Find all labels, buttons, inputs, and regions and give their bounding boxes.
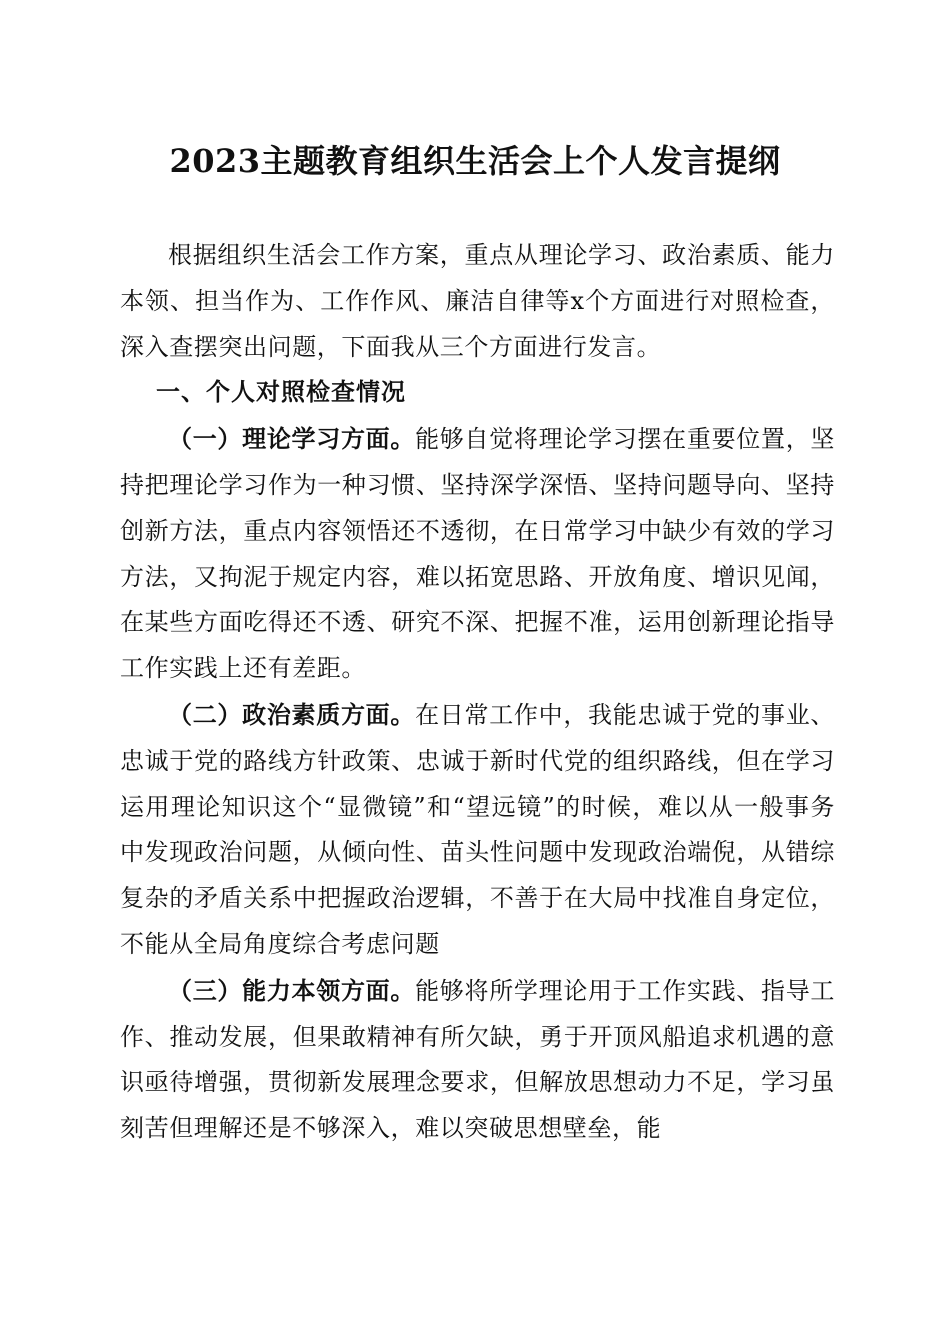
paragraph-text: 能够自觉将理论学习摆在重要位置，坚持把理论学习作为一种习惯、坚持深学深悟、坚持问题导向、坚持创新方法，重点内容领悟还不透彻，在日常学习中缺少有效的学习方法，又拘泥于规定内容，难以拓宽思路、开放角度、增识见闻，在某些方面吃得还不透、研究不深、把握不准，运用创新理论指导工作实践上还有差距。 — [120, 425, 835, 683]
paragraph-political-quality — [120, 692, 835, 968]
paragraph-ability — [120, 968, 835, 1152]
paragraph-text: 在日常工作中，我能忠诚于党的事业、忠诚于党的路线方针政策、忠诚于新时代党的组织路线，但在学习运用理论知识这个“显微镜”和“望远镜”的时候，难以从一般事务中发现政治问题，从倾向性、苗头性问题中发现政治端倪，从错综复杂的矛盾关系中把握政治逻辑，不善于在大局中找准自身定位，不能从全局角度综合考虑问题 — [120, 700, 835, 958]
document-title: 2023主题教育组织生活会上个人发言提纲 — [169, 142, 781, 180]
paragraph-lead: （二）政治素质方面。 — [168, 699, 416, 729]
paragraph-text: 能够将所学理论用于工作实践、指导工作、推动发展，但果敢精神有所欠缺，勇于开顶风船追求机遇的意识亟待增强，贯彻新发展理念要求，但解放思想动力不足，学习虽刻苦但理解还是不够深入，难以突破思想壁垒，能 — [120, 976, 835, 1143]
paragraph-lead: （一）理论学习方面。 — [168, 424, 416, 454]
intro-paragraph: 根据组织生活会工作方案，重点从理论学习、政治素质、能力本领、担当作为、工作作风、廉洁自律等x个方面进行对照检查，深入查摆突出问题，下面我从三个方面进行发言。 — [120, 241, 835, 361]
document-body — [120, 233, 835, 1152]
paragraph-lead: （三）能力本领方面。 — [168, 975, 416, 1005]
paragraph-theory-study — [120, 416, 835, 692]
section-heading: 一、个人对照检查情况 — [156, 378, 406, 407]
